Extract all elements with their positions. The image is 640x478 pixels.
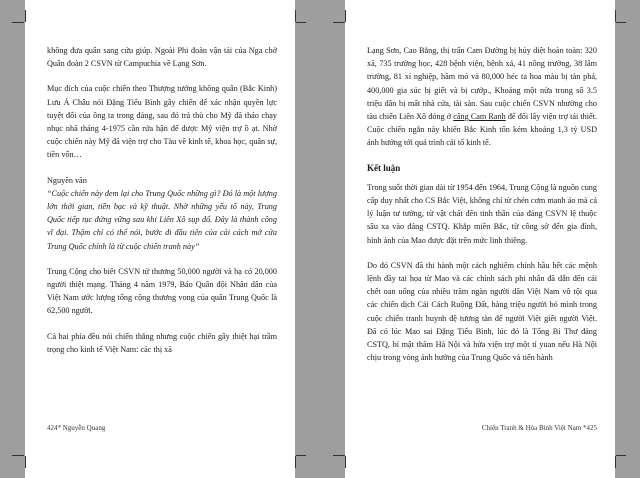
crop-mark — [295, 10, 296, 22]
crop-mark — [616, 22, 626, 23]
crop-mark — [12, 455, 24, 456]
crop-mark — [25, 10, 26, 22]
section-heading: Kết luận — [367, 162, 401, 173]
right-paragraph-2: Trong suốt thời gian dài từ 1954 đến 1964, Trung Cộng là nguồn cung cấp duy nhất cho CS Bắc Việt, không chỉ từ chén cơm manh áo mà cả lý luận tư tưởng, từ vật chất đến tinh thần của đảng CSVN lệ thuộc sâu xa vào đảng CSTQ. Khắp miền Bắc, từ công sở đến gia đình, hình ảnh của Mao được đặt trên mức linh thiêng. — [367, 182, 597, 245]
crop-mark — [25, 456, 26, 468]
quote-text: “Cuộc chiến này đem lại cho Trung Quốc những gì? Đó là một lượng lớn thời gian, tiền bạc và kỹ thuật. Nhờ những yếu tố này, Trung Quốc tiếp tục đứng vững sau khi Liên Xô sụp đổ. Đây là thành công vĩ đại. Thậm chí có thể nói, bước đi đầu tiên của cải cách mở cửa Trung Quốc chính là từ cuộc chiến tranh này” — [47, 188, 277, 251]
right-paragraph-1-start: Lạng Sơn, Cao Bằng, thị trấn Cam Đường bị hủy diệt hoàn toàn: 320 xã, 735 trường học, 428 bệnh viện, bệnh xá, 41 nông trường, 38 lâm trường, 81 xí nghiệp, hầm mỏ và 80,000 héc ta hoa màu bị tàn phá, 400,000 gia súc bị giết và bị cướp., Khoảng một nửa trong số 3.5 triệu dân bị mất nhà cửa, tài sản. Sau cuộc chiến CSVN nhường cho tàu chiến Liên Xô đóng ở — [367, 46, 597, 122]
left-page — [25, 0, 295, 478]
left-page-content — [47, 44, 277, 368]
left-paragraph-3: Trung Cộng cho biết CSVN tử thương 50,000 người và hạ có 20,000 người thiệt mạng. Tháng 4 năm 1979, Báo Quân đội Nhân dân của Việt Nam ước lượng tổng cộng thương vong của quân Trung Quốc là 62,500 người. — [47, 266, 277, 316]
right-page-content — [367, 44, 597, 376]
crop-mark — [615, 456, 616, 468]
left-paragraph-2: Mục đích của cuộc chiến theo Thượng tướng không quân (Bắc Kinh) Lưu Á Châu nói Đặng Tiểu Bình gây chiến để xác nhận quyền lực tuyệt đối của ông ta trong đảng, sau đó trả thù cho Mỹ đã tháo chạy nhục nhã tháng 4-1975 cần rửa hận để được Mỹ viện trợ ồ ạt. Nhờ cuộc chiến này Mỹ đã viện trợ cho Tàu về kinh tế, khoa học, quân sự, tiền vốn… — [47, 84, 277, 160]
right-page — [345, 0, 615, 478]
left-paragraph-4: Cả hai phía đều nói chiến thắng nhưng cuộc chiến gây thiệt hại trầm trọng cho kinh tế Việt Nam: các thị xã — [47, 331, 277, 354]
right-paragraph-1 — [367, 44, 597, 150]
crop-mark — [296, 455, 306, 456]
crop-mark — [333, 455, 345, 456]
crop-mark — [333, 22, 345, 23]
crop-mark — [616, 455, 626, 456]
left-page-footer: 424* Nguyễn Quang — [47, 424, 106, 432]
crop-mark — [345, 10, 346, 22]
right-page-footer: Chiến Tranh & Hòa Bình Việt Nam *425 — [481, 424, 597, 432]
crop-mark — [295, 456, 296, 468]
right-paragraph-1-end: để đổi lấy viện trợ tái thiết. Cuộc chiến ngắn này khiến Bắc Kinh tốn kém khoảng 1,3 tỷ USD ảnh hưởng tới quá trình cải tổ kinh tế. — [367, 112, 598, 148]
right-paragraph-3: Do đó CSVN đã thi hành một cách nghiêm chỉnh hầu hết các mệnh lệnh đầy tai họa từ Mao và các chính sách phi nhân đã dẫn đến cái chết oan uổng của nhiều trăm ngàn người dân Việt Nam vô tội qua các chiến dịch Cải Cách Ruộng Đất, hàng triệu người bỏ mình trong cuộc chiến tranh huynh đệ tương tàn để người Việt giết người Việt. Đã có lúc Mao sai Đặng Tiểu Bình, lúc đó là Tổng Bí Thư đảng CSTQ, bí mật thăm Hà Nội và hứa viện trợ một tỉ yuan nếu Hà Nội chịu trong vòng ảnh hưởng của Trung Quốc và tiến hành — [367, 260, 597, 363]
crop-mark — [615, 10, 616, 22]
left-paragraph-1: không đưa quân sang cứu giúp. Ngoài Phi đoàn vận tải của Nga chở Quân đoàn 2 CSVN từ Campuchia về Lạng Sơn. — [47, 46, 277, 69]
crop-mark — [12, 22, 24, 23]
crop-mark — [296, 22, 306, 23]
cam-ranh-link[interactable]: căng Cam Ranh — [453, 112, 506, 122]
crop-mark — [345, 456, 346, 468]
quote-label: Nguyên văn — [47, 175, 87, 185]
